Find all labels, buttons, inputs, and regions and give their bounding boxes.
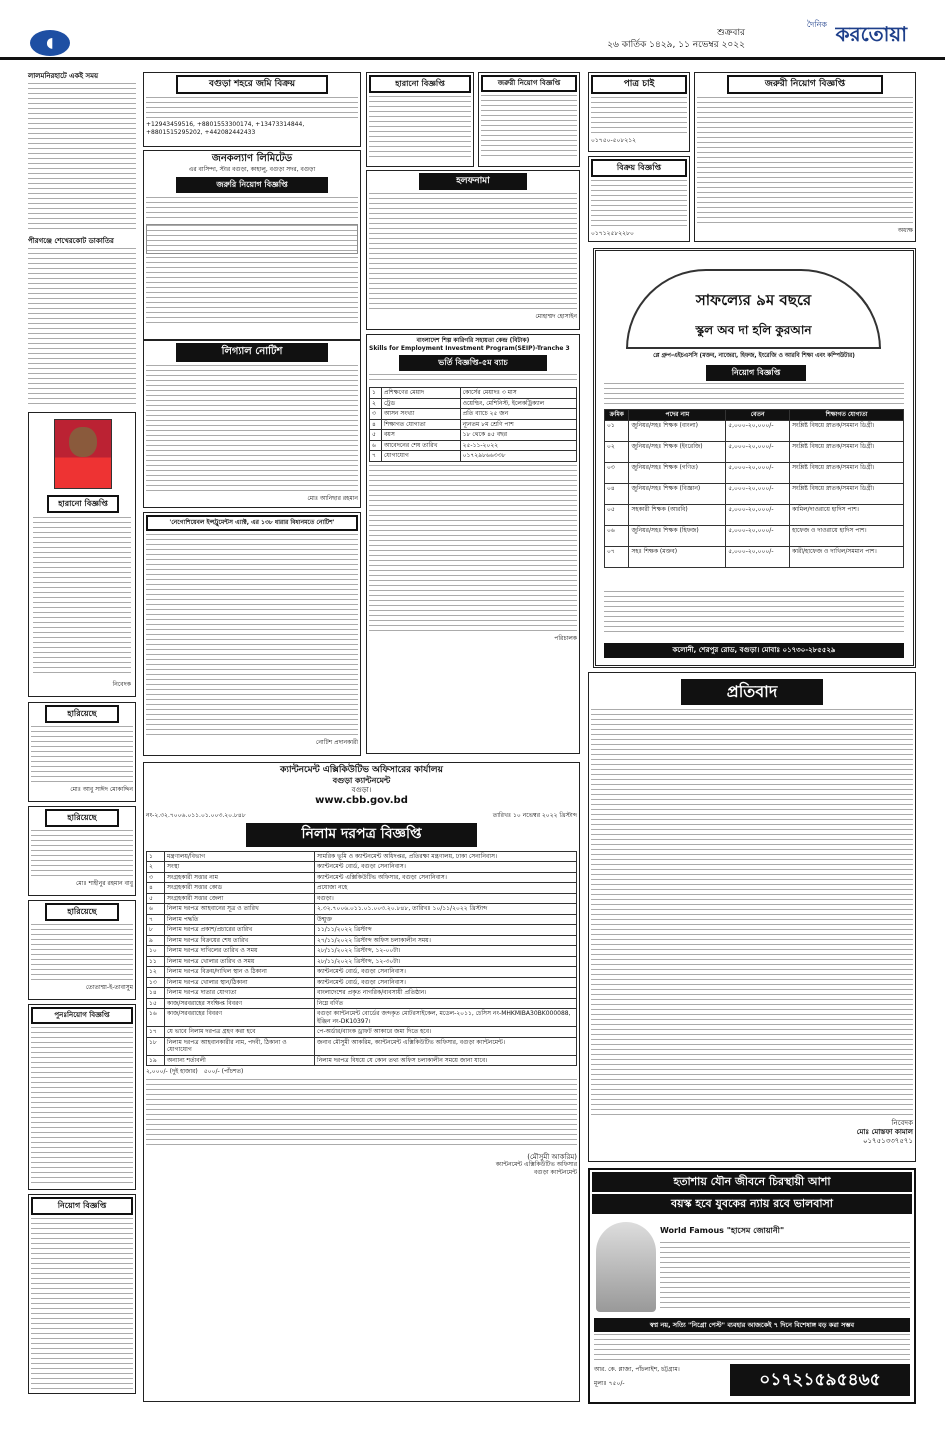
news-body-text [28,83,136,233]
reappointment-notice [28,1004,136,1190]
sale-notice [588,156,690,242]
bride-title: পাত্র চাই [591,75,687,94]
quran-col-header: শিক্ষাগত যোগ্যতা [790,410,904,421]
ad-price: মূল্যঃ ৭৫০/- [594,1380,625,1387]
tender-table [146,851,577,1067]
cantonment-tender [143,762,580,1402]
urgent-appointment-title: জরুরি নিয়োগ বিজ্ঞপ্তি [176,177,328,193]
seip-cell-val: প্রতি ব্যাচে ২৫ জন [460,409,576,420]
urgent-appointment-misc [478,72,580,167]
seip-details [369,465,577,635]
tender-cell: ২৭/১১/২০২২ খ্রিস্টাব্দ অফিস চলাকালীন সময়। [315,935,577,946]
quran-cell: ৫,০০০-২০,০০০/- [726,462,790,483]
legal-notice-title: লিগ্যাল নোটিশ [176,343,328,362]
quran-cell: ৫,০০০-২০,০০০/- [726,525,790,546]
header-weekday: শুক্রবার [717,28,745,38]
bride-body [591,97,687,137]
page-header [0,0,945,60]
tender-cell: নিলাম দরপত্র দাতার যোগ্যতা [165,988,315,999]
janakalyan-intro [146,197,358,221]
seip-row [370,398,577,409]
protest-sign-label: নিবেদক [891,1119,913,1127]
seip-cell-no: ৪ [370,419,382,430]
newspaper-logo-icon: ◖ [30,30,70,56]
news-body-text-2 [28,248,136,408]
seip-cell-no: ৭ [370,451,382,462]
tender-cell: নিলাম দরপত্র খোলার তারিখ ও সময় [165,956,315,967]
seip-cell-val: ২৫-১১-২০২২ [460,440,576,451]
tender-sign-place: বগুড়া ক্যান্টনমেন্ট [533,1168,577,1176]
lost-notice-4 [28,900,136,1000]
land-sale-title: বগুড়া শহরে জমি বিক্রয় [176,75,328,94]
seip-admission-notice [366,334,580,754]
misc-lost-body [369,96,471,161]
tender-cell: ১৩ [147,977,165,988]
tender-cell: নিলাম দরপত্র দাখিলের তারিখ ও সময় [165,946,315,957]
tender-cell: নিলাম দরপত্র প্রকাশ/প্রচারের তারিখ [165,925,315,936]
seip-cell-no: ১ [370,388,382,399]
protest-body [591,709,913,1119]
sale-body [591,180,687,230]
tender-cell: বগুড়া। [315,893,577,904]
misc-urgent-title: জরুরী নিয়োগ বিজ্ঞপ্তি [481,75,577,92]
quran-banner: সাফল্যের ৯ম বছরে [695,291,812,309]
cantonment-date: তারিখঃ ১০ নভেম্বর ২০২২ খ্রিস্টাব্দ [492,811,577,819]
quran-notice-title: নিয়োগ বিজ্ঞপ্তি [706,365,806,381]
sale-title: বিক্রয় বিজ্ঞপ্তি [591,159,687,177]
cantonment-url: www.cbb.gov.bd [315,795,408,806]
quran-cell: ০২ [605,441,629,462]
tender-cell: নিলাম দরপত্র বিক্রয়ের শেষ তারিখ [165,935,315,946]
janakalyan-body [146,257,358,327]
ad-address: আর. কে. প্লাজা, পাঁচলাইশ, চট্টগ্রাম। [594,1366,680,1373]
seip-sign: পরিচালক [554,634,577,642]
quran-cell: হাফেজ ও দাওরায়ে হাদিস পাশ। [790,525,904,546]
company-address: এর বাসিন্দা, স্টার বগুড়া, কাহালু, বগুড়া সদর, বগুড়া [188,165,316,173]
lost-title-2: হারিয়েছে [45,705,119,723]
tender-cell: জনাব মৌসুমী আকরিম, ক্যান্টনমেন্ট এক্সিকিউটিভ অফিসার, বগুড়া ক্যান্টনমেন্ট। [315,1037,577,1055]
quran-row [605,525,904,546]
tender-cell: ক্যান্টনমেন্ট বোর্ড, বগুড়া সেনানিবাস। [315,967,577,978]
school-job-sign: অধ্যক্ষ [897,227,913,235]
quran-apply-text [604,591,904,635]
negotiable-sign: নোটিশ প্রদানকারী [315,738,358,746]
tender-cell: ১ [147,851,165,862]
seip-row [370,451,577,462]
quran-cell: সংশ্লিষ্ট বিষয়ে স্নাতক/সমমান ডিগ্রী। [790,483,904,504]
tender-cell: কাজ/সরবরাহের সংক্ষিপ্ত বিবরণ [165,998,315,1009]
quran-school-ad [593,248,916,668]
ad-phone: ০১৭২১৫৯৫৪৬৫ [730,1364,910,1396]
tender-bid-amount: ২,০০০/- (দুই হাজার) [146,1068,198,1075]
tender-cell: সংগ্রহকারী সত্তার জেলা [165,893,315,904]
masthead-prefix: দৈনিক [806,20,827,29]
tender-cell: ক্যান্টনমেন্ট এক্সিকিউটিভ অফিসার, বগুড়া সেনানিবাস। [315,872,577,883]
protest-sign-name: মোঃ মোস্তফা কামাল [856,1127,913,1136]
seip-cell-val: ন্যূনতম ৮ম শ্রেণি পাশ [460,419,576,430]
tender-cell: ১৯ [147,1055,165,1066]
tender-row [147,988,577,999]
tender-cell: নিলাম দরপত্র বিক্রয়/দাখিল স্থান ও ঠিকানা [165,967,315,978]
tender-cell: উন্মুক্ত [315,914,577,925]
quran-cell: ০১ [605,420,629,441]
ad-line-4: স্বপ্ন নয়, সত্যি "নিগ্রো পেস্ট" ব্যবহার আজকেই ৭ দিনে বিশেষাঙ্গ বড় করা সম্ভব [594,1318,910,1332]
quran-subtitle: প্লে গ্রুপ-এইচএসসি (মক্তব, নাজেরা, হিফজ, ইংরেজি ও আরবি শিক্ষা এবং কম্পিউটার) [653,353,855,359]
seip-cell-val: ০১৭২৯৮৬৬৩৩৮ [460,451,576,462]
tender-cell: ৭ [147,914,165,925]
tender-sign-name: (মৌসুমী আকরিম) [527,1152,577,1161]
legal-notice-sign: মোঃ আনিছার রহমান [307,494,358,502]
tender-bid-fee: ৫০০/- (পাঁচশত) [203,1068,244,1075]
tender-cell: বাংলাদেশের প্রকৃত নাগরিক/ব্যবসায়ী প্রতিষ্ঠান। [315,988,577,999]
seip-row [370,419,577,430]
tender-cell: পে-অর্ডার/ব্যাংক ড্রাফট আকারে জমা দিতে হবে। [315,1027,577,1038]
lost-notice-body [33,517,131,677]
affidavit-notice [366,170,580,330]
tender-row [147,967,577,978]
tender-cell: অন্যান্য শর্তাবলী [165,1055,315,1066]
affidavit-sign: মোহাম্মদ হোসাইন [535,313,577,321]
tender-row [147,977,577,988]
quran-cell: ০৭ [605,546,629,567]
land-sale-ad [143,72,361,147]
seip-cell-no: ৬ [370,440,382,451]
tender-cell: কাজ/সরবরাহের বিবরণ [165,1009,315,1027]
quran-col-header: বেতন [726,410,790,421]
tender-cell: নিলাম পদ্ধতি [165,914,315,925]
appointment-notice [28,1194,136,1394]
seip-row [370,409,577,420]
tender-row [147,935,577,946]
tender-cell: ৬ [147,904,165,915]
quran-cell: ০৩ [605,462,629,483]
quran-cell: ৫,০০০-২০,০০০/- [726,504,790,525]
quran-col-header: ক্রমিক [605,410,629,421]
quran-row [605,462,904,483]
ad-line-2: বয়স্ক হবে যুবকের ন্যায় রবে ভালবাসা [592,1194,912,1214]
tender-cell: সংগ্রহকারী সত্তার নাম [165,872,315,883]
tender-cell: ১৮ [147,1037,165,1055]
lost-title-4: হারিয়েছে [45,903,119,921]
health-ad [588,1168,916,1404]
quran-row [605,441,904,462]
tender-row [147,883,577,894]
seip-cell-no: ২ [370,398,382,409]
quran-col-header: পদের নাম [629,410,726,421]
quran-row [605,483,904,504]
school-job-title: জরুরী নিয়োগ বিজ্ঞপ্তি [727,75,883,94]
tender-row [147,1055,577,1066]
bride-wanted-ad [588,72,690,152]
quran-address: কলোনী, শেরপুর রোড, বগুড়া। মোবাঃ ০১৭৩০-২৮৫৫২৯ [604,643,904,658]
quran-cell: কামিল/দাওরায়ে হাদিস পাশ। [790,504,904,525]
quran-row [605,504,904,525]
ad-body-2 [594,1334,910,1362]
lost-notice-2 [28,702,136,802]
misc-urgent-body [481,95,577,160]
negotiable-title: 'নেগোশিয়েবল ইন্সট্রুমেন্টস এ্যাক্ট, এর ১৩৮ ধারার বিধানমতে নোটিশ' [146,515,358,531]
tender-cell: ১১/১১/২০২২ খ্রিস্টাব্দ [315,925,577,936]
masthead-title: করতোয়া [835,22,907,46]
appointment-body [31,1218,133,1393]
tender-cell: ১৬ [147,1009,165,1027]
tender-row [147,1027,577,1038]
tender-cell: ১১ [147,956,165,967]
tender-cell: বগুড়া ক্যান্টনমেন্ট বোর্ডের জব্দকৃত মোটরসাইকেল, মডেল-২০১১, চেসিস নং-MHKMIBA30BK000088, ইঞ্জিন নং-DK10397। [315,1009,577,1027]
sale-phone: ০১৭১২৫৮২২৮০ [591,230,634,237]
company-name: জনকল্যাণ লিমিটেড [211,153,293,164]
ad-body [660,1242,910,1312]
quran-cell: জুনিয়র/সহঃ শিক্ষক (গণিত) [629,462,726,483]
cantonment-place: বগুড়া ক্যান্টনমেন্ট [332,776,391,786]
appointment-title: নিয়োগ বিজ্ঞপ্তি [31,1197,133,1215]
tender-cell: ২৮/১১/২০২২ খ্রিস্টাব্দ, ১২-০০টা। [315,946,577,957]
quran-intro [604,383,904,405]
lost-notice-misc [366,72,474,167]
lost-notice-sign: নিবেদক [112,681,131,688]
tender-cell: সংগ্রহকারী সত্তার কোড [165,883,315,894]
tender-cell: ৮ [147,925,165,936]
quran-cell: সংশ্লিষ্ট বিষয়ে স্নাতক/সমমান ডিগ্রী। [790,420,904,441]
tender-row [147,862,577,873]
tender-cell: ২৮/১১/২০২২ খ্রিস্টাব্দ, ১২-৩০টা। [315,956,577,967]
misc-lost-title: হারানো বিজ্ঞপ্তি [369,75,471,93]
tender-row [147,872,577,883]
news-headline: লালমনিরহাটে একই সময় [28,72,99,80]
lost-body-2 [31,726,133,786]
tender-cell: ১৭ [147,1027,165,1038]
quran-cell: জুনিয়র/সহঃ শিক্ষক (বিজ্ঞান) [629,483,726,504]
tender-row [147,925,577,936]
tender-row [147,914,577,925]
doctor-photo [596,1222,656,1312]
tender-cell: নিলাম দরপত্র আহবানের সূত্র ও তারিখ [165,904,315,915]
tender-cell: নিলাম দরপত্র বিষয়ে যে কোন তথ্য অফিস চলাকালীন সময়ে জানা যাবে। [315,1055,577,1066]
lost-sign-2: মোঃ আবু সাঈদ মোকাদ্দিন [70,786,133,793]
quran-cell: সহকারী শিক্ষক (আরবি) [629,504,726,525]
ad-line-1: হতাশায় যৌন জীবনে চিরস্থায়ী আশা [592,1172,912,1192]
lost-notice-3 [28,806,136,896]
ad-line-3: World Famous "হাসেম জোয়ানী" [660,1226,785,1235]
person-photo [54,419,112,489]
quran-table [604,409,904,568]
lost-title-3: হারিয়েছে [45,809,119,827]
lost-sign-4: তোতাম্মা-ই-তাবাসুম [85,984,133,991]
seip-intro [369,374,577,384]
tender-title: নিলাম দরপত্র বিজ্ঞপ্তি [246,823,477,847]
tender-cell: নিলাম দরপত্র খোলার স্থান/ঠিকানা [165,977,315,988]
quran-cell: ০৪ [605,483,629,504]
tender-terms [146,1079,577,1149]
quran-cell: ০৫ [605,504,629,525]
seip-cell-val: ওয়েল্ডিং, মেশিনিস্ট, ইলেকট্রিক্যাল [460,398,576,409]
header-date: ২৬ কার্তিক ১৪২৯, ১১ নভেম্বর ২০২২ [607,40,745,50]
affidavit-title: হলফনামা [419,173,527,190]
quran-cell: সংশ্লিষ্ট বিষয়ে স্নাতক/সমমান ডিগ্রী। [790,462,904,483]
seip-cell-no: ৫ [370,430,382,441]
tender-cell: নিলাম দরপত্র আহবানকারীর নাম, পদবী, ঠিকানা ও যোগাযোগ [165,1037,315,1055]
tender-row [147,1037,577,1055]
lost-sign-3: মোঃ শাহীনুর রহমান বাবু [76,880,133,887]
legal-notice-body [146,365,358,495]
cantonment-city: বগুড়া। [351,786,372,795]
seip-table [369,387,577,462]
reappointment-body [31,1027,133,1187]
land-sale-body [146,97,358,119]
janakalyan-table [146,224,358,254]
seip-cell-label: প্রশিক্ষণের মেয়াদ [381,388,460,399]
quran-cell: ০৬ [605,525,629,546]
tender-row [147,1009,577,1027]
news-headline-2: পীরগঞ্জে শেখেরকোট ডাকাতির [28,236,114,245]
seip-cell-label: যোগাযোগ [381,451,460,462]
quran-cell: সংশ্লিষ্ট বিষয়ে স্নাতক/সমমান ডিগ্রী। [790,441,904,462]
cantonment-memo: নং-২.৩২.৭০০৬.০১১.০১.০০৩.২০.৮৪৮ [146,811,246,819]
seip-cell-label: বয়স [381,430,460,441]
seip-cell-label: আবেদনের শেষ তারিখ [381,440,460,451]
quran-cell: কারী/হাফেজ ও দাখিল/সমমান পাশ। [790,546,904,567]
quran-cell: সহঃ শিক্ষক (মক্তব) [629,546,726,567]
tender-cell: ১২ [147,967,165,978]
bride-phone: ০১৭৫০-৫০৮২১২ [591,137,637,145]
seip-cell-label: আসন সংখ্যা [381,409,460,420]
janakalyan-ad [143,150,361,340]
tender-cell: প্রযোজ্য নহে [315,883,577,894]
tender-cell: ১৪ [147,988,165,999]
protest-title: প্রতিবাদ [681,679,823,705]
tender-cell: ক্যান্টনমেন্ট বোর্ড, বগুড়া সেনানিবাস। [315,862,577,873]
quran-cell: জুনিয়র/সহঃ শিক্ষক (ইংরেজি) [629,441,726,462]
reappointment-title: পুনঃনিয়োগ বিজ্ঞপ্তি [31,1007,133,1024]
tender-row [147,893,577,904]
quran-cell: জুনিয়র/সহঃ শিক্ষক (হিফজ) [629,525,726,546]
seip-title: ভর্তি বিজ্ঞপ্তি-৫ম ব্যাচ [399,355,547,371]
tender-cell: সামরিক ভূমি ও ক্যান্টনমেন্ট অধিদপ্তর, প্রতিরক্ষা মন্ত্রণালয়, ঢাকা সেনানিবাস। [315,851,577,862]
lost-notice-title: হারানো বিজ্ঞপ্তি [47,495,119,513]
seip-cell-val: ১৮ থেকে ৪৫ বছর [460,430,576,441]
quran-row [605,420,904,441]
negotiable-notice [143,512,361,756]
seip-row [370,388,577,399]
tender-cell: ৯ [147,935,165,946]
quran-row [605,546,904,567]
tender-cell: যে ভাবে নিলাম দরপত্র গ্রহণ করা হবে [165,1027,315,1038]
quran-school-name: স্কুল অব দা হলি কুরআন [695,323,812,337]
seip-cell-label: শিক্ষাগত যোগ্যতা [381,419,460,430]
tender-row [147,946,577,957]
seip-cell-no: ৩ [370,409,382,420]
lost-body-4 [31,924,133,984]
quran-cell: ৫,০০০-২০,০০০/- [726,483,790,504]
seip-cell-label: ট্রেড [381,398,460,409]
seip-cell-val: কোর্সের মেয়াদঃ ৩ মাস [460,388,576,399]
school-appointment-ad [694,72,916,242]
tender-row [147,904,577,915]
quran-cell: ৫,০০০-২০,০০০/- [726,546,790,567]
tender-cell: ৩ [147,872,165,883]
cantonment-office: ক্যান্টনমেন্ট এক্সিকিউটিভ অফিসারের কার্যালয় [280,765,443,775]
protest-notice [588,672,916,1162]
quran-cell: ৫,০০০-২০,০০০/- [726,420,790,441]
quran-cell: ৫,০০০-২০,০০০/- [726,441,790,462]
news-column-1 [28,72,136,412]
legal-notice [143,340,361,508]
school-job-body [697,97,913,227]
seip-program: Skills for Employment Investment Program(SEIP)-Tranche 3 [369,344,570,352]
lost-notice-photo [28,412,136,697]
tender-cell: ক্যান্টনমেন্ট বোর্ড, বগুড়া সেনানিবাস। [315,977,577,988]
land-sale-phones: +12943459516, +8801553300174, +13473314844, +8801515295202, +442082442433 [146,121,305,136]
tender-cell: মন্ত্রণালয়/বিভাগ [165,851,315,862]
tender-cell: ২.৩২.৭০০৬.০১১.০১.০০৩.২০.৮৪৮, তারিখঃ ১০/১১/২০২২ খ্রিস্টাব্দ [315,904,577,915]
seip-row [370,430,577,441]
tender-row [147,956,577,967]
tender-cell: ৫ [147,893,165,904]
tender-sign-title: ক্যান্টনমেন্ট এক্সিকিউটিভ অফিসার [495,1161,577,1169]
tender-cell: সংস্থা [165,862,315,873]
affidavit-body [369,193,577,313]
tender-cell: ১০ [147,946,165,957]
tender-cell: ১৫ [147,998,165,1009]
tender-cell: ৪ [147,883,165,894]
tender-row [147,851,577,862]
quran-cell: জুনিয়র/সহঃ শিক্ষক (বাংলা) [629,420,726,441]
seip-row [370,440,577,451]
negotiable-body [146,534,358,739]
seip-org: বাংলাদেশ শিল্প কারিগরি সহায়তা কেন্দ্র (বিটাক) [416,337,530,344]
lost-body-3 [31,830,133,880]
tender-row [147,998,577,1009]
protest-sign-phone: ০১৭৫১৩৩৭৫৭১ [862,1136,913,1145]
tender-cell: নিম্নে বর্ণিত [315,998,577,1009]
tender-cell: ২ [147,862,165,873]
